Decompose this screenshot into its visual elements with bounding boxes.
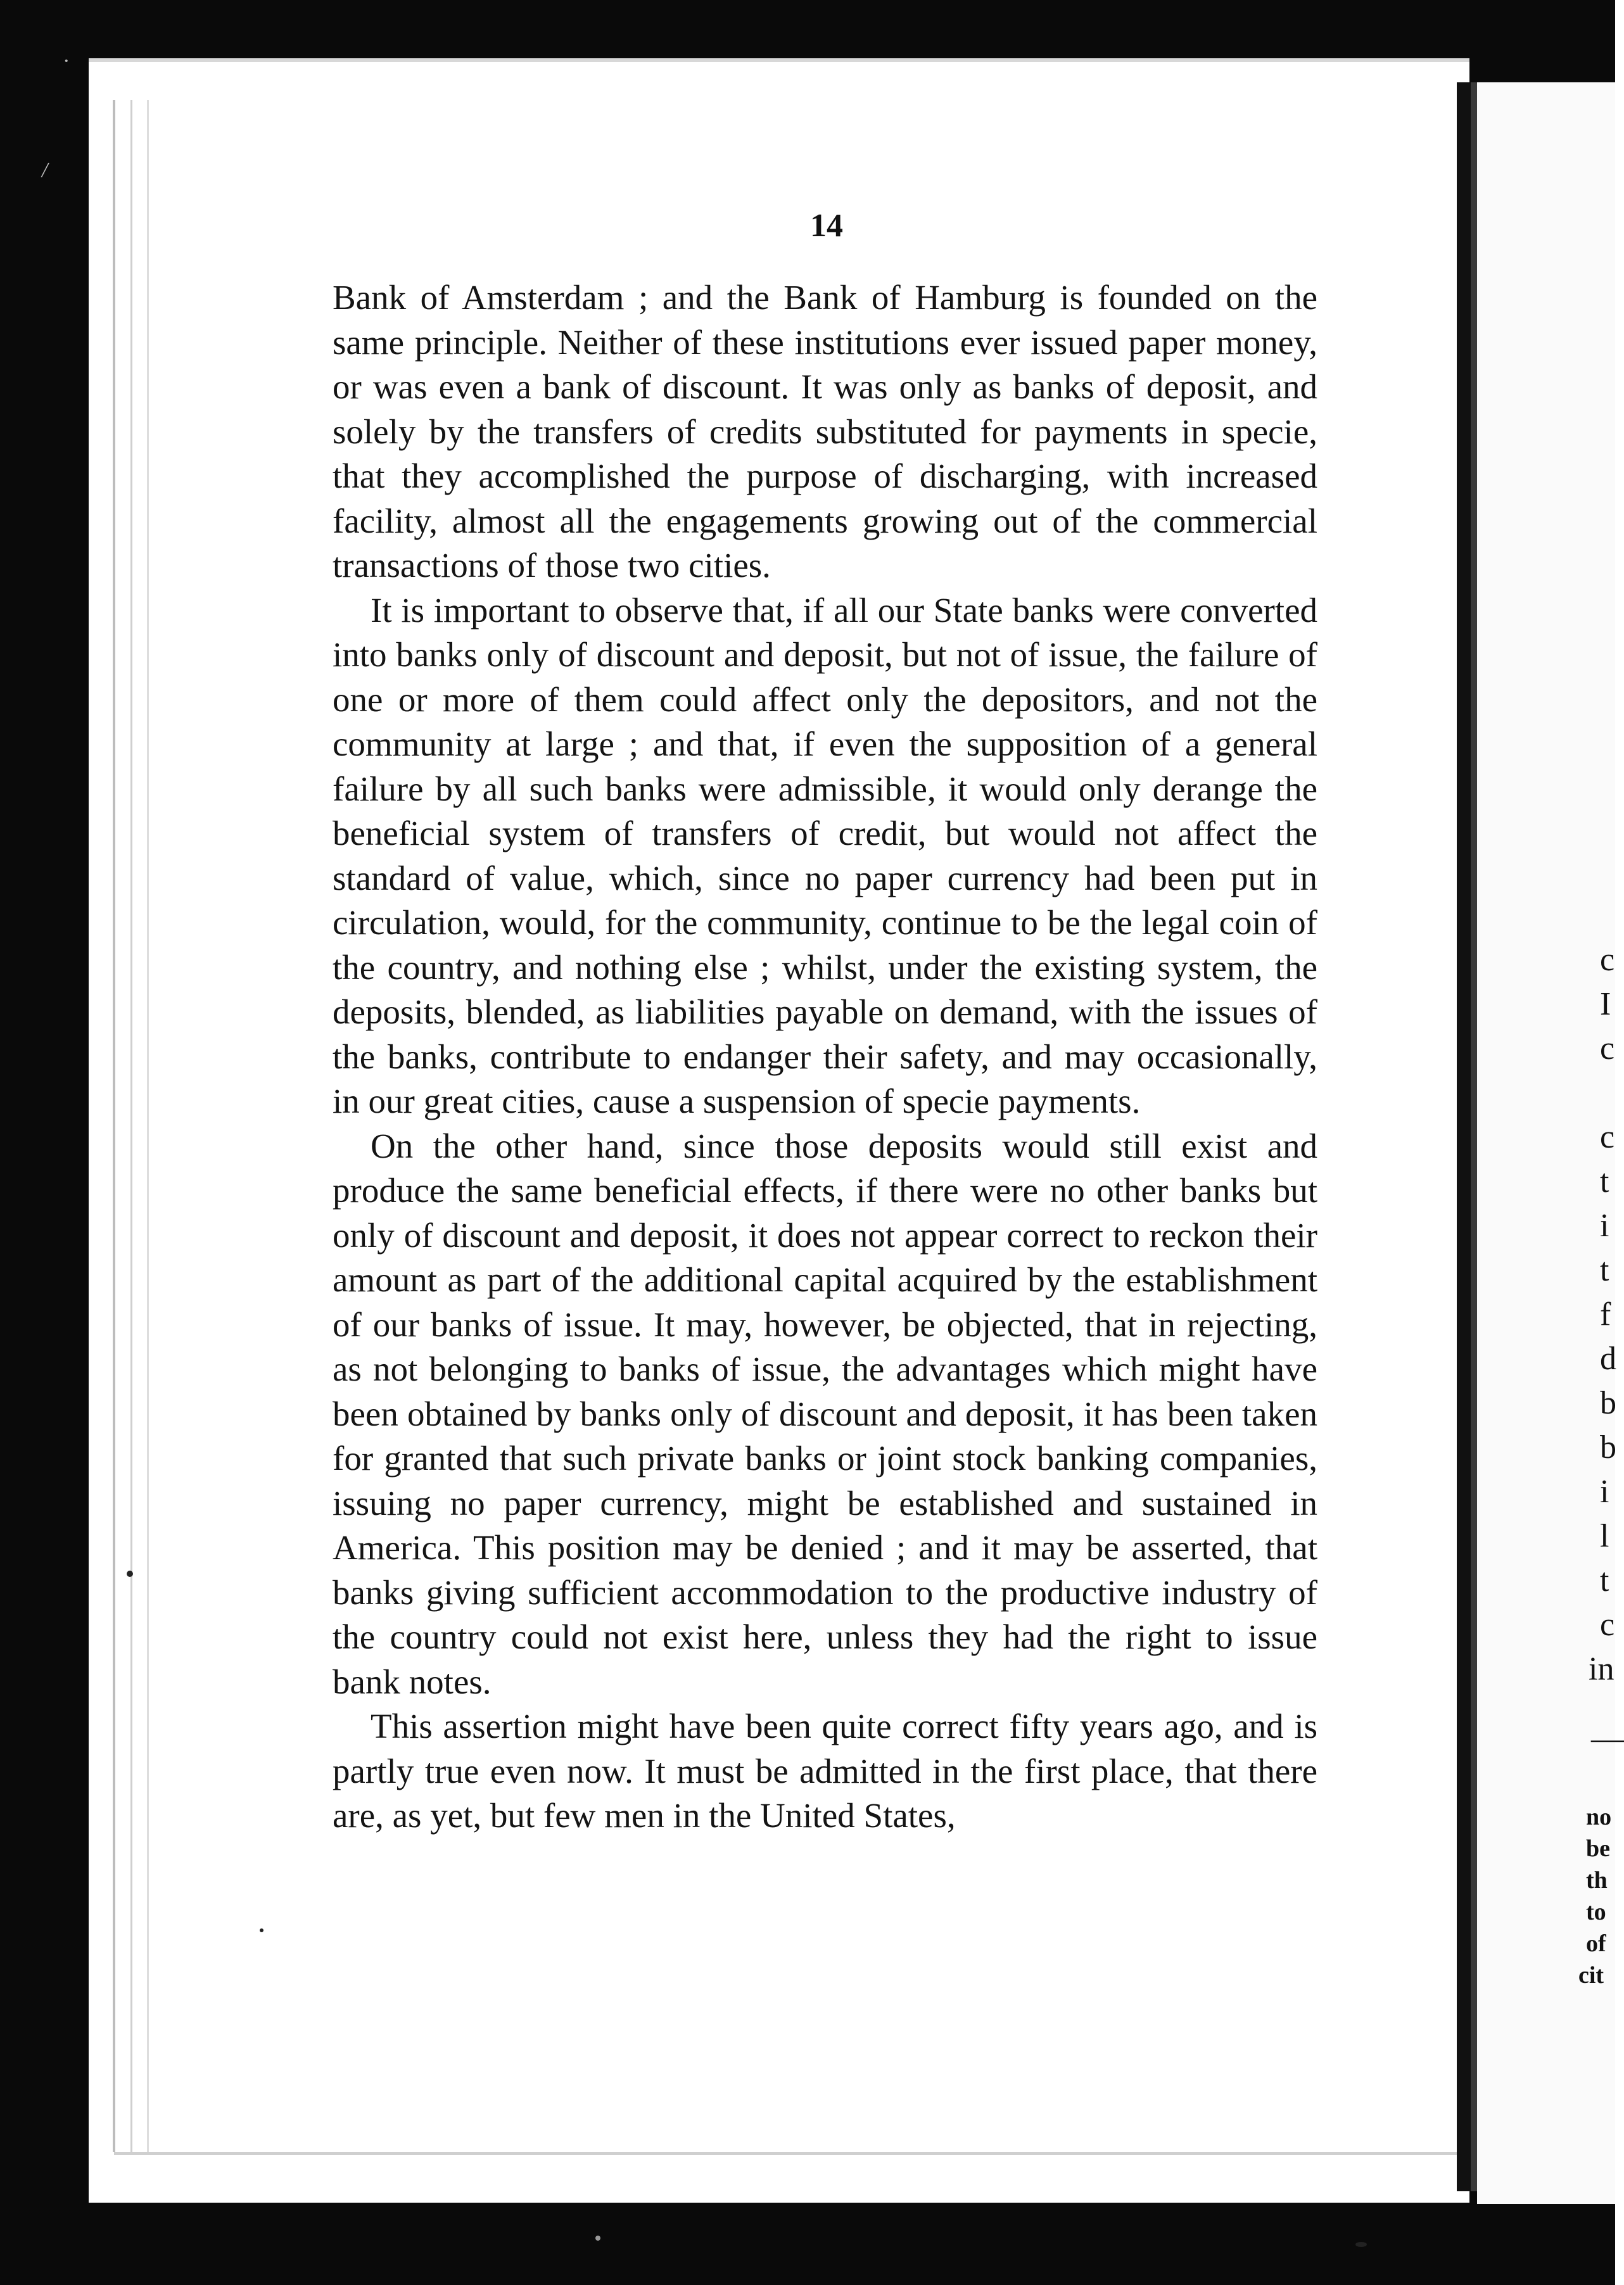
body-text (333, 275, 1317, 1839)
facing-page-fragment: c (1600, 1607, 1615, 1643)
page-bottom-edge (114, 2152, 1457, 2155)
facing-page-fragment: — (1591, 1721, 1624, 1757)
scan-speck (127, 1571, 133, 1577)
facing-page-fragment: no (1586, 1804, 1612, 1830)
page-edge (147, 100, 149, 2152)
facing-page-fragment: c (1600, 1119, 1615, 1155)
facing-page-fragment: t (1600, 1252, 1609, 1288)
facing-page-fragment: i (1600, 1208, 1609, 1244)
scan-speck (595, 2236, 600, 2241)
scan-mark: / (42, 158, 48, 182)
facing-page-fragment: be (1586, 1835, 1610, 1862)
page-number: 14 (810, 208, 843, 244)
paragraph: This assertion might have been quite correct fifty years ago, and is partly true even now. It must be admitted in the first place, that there are, as yet, but few men in the United States, (333, 1707, 1317, 1835)
facing-page-fragment: i (1600, 1474, 1609, 1510)
facing-page-fragment: th (1586, 1867, 1608, 1894)
facing-page-fragment: cit (1578, 1962, 1604, 1989)
facing-page-fragment: t (1600, 1163, 1609, 1199)
scan-speck (260, 1928, 263, 1932)
scan-mark: · (63, 49, 69, 73)
page-edge (130, 100, 132, 2152)
page-edge (113, 100, 115, 2152)
facing-page-fragment: b (1600, 1385, 1616, 1421)
paragraph: On the other hand, since those deposits would still exist and produce the same beneficial effects, if there were no other banks but only of discount and deposit, it does not appear correct to reckon their amount as part of the additional capital acquired by the establishment of our banks of issue. It may, however, be objected, that in rejecting, as not belonging to banks of issue, the advantages which might have been obtained by banks only of discount and deposit, it has been taken for granted that such private banks or joint stock banking companies, issuing no paper currency, might be established and sustained in America. This position may be denied ; and it may be asserted, that banks giving sufficient accommodation to the productive industry of the country could not exist here, unless they had the right to issue bank notes. (333, 1126, 1317, 1701)
facing-page-fragment: to (1586, 1899, 1606, 1925)
scan-speck (1355, 2242, 1367, 2247)
facing-page-fragment: f (1600, 1296, 1611, 1332)
gutter-shadow (1471, 82, 1477, 2191)
facing-page-fragment: t (1600, 1562, 1609, 1598)
facing-page (1477, 82, 1624, 2204)
facing-page-fragment: d (1600, 1341, 1616, 1377)
gutter-shadow (1457, 82, 1471, 2191)
facing-page-fragment: l (1600, 1518, 1609, 1554)
paragraph: It is important to observe that, if all our State banks were converted into banks only of discount and deposit, but not of issue, the failure of one or more of them could affect only the depositors, and not the community at large ; and that, if even the supposition of a general failure by all such banks were admissible, it would only derange the beneficial system of transfers of credit, but would not affect the standard of value, which, since no paper currency had been put in circulation, would, for the community, continue to be the legal coin of the country, and nothing else ; whilst, under the existing system, the deposits, blended, as liabilities payable on demand, with the issues of the banks, contribute to endanger their safety, and may occasionally, in our great cities, cause a suspension of specie payments. (333, 590, 1317, 1120)
facing-page-fragment: in (1589, 1651, 1614, 1687)
facing-page-fragment: b (1600, 1429, 1616, 1465)
facing-page-fragment: c (1600, 942, 1615, 978)
facing-page-fragment: of (1586, 1930, 1606, 1957)
facing-page-fragment: I (1600, 986, 1611, 1022)
facing-page-fragment: c (1600, 1030, 1615, 1067)
paragraph: Bank of Amsterdam ; and the Bank of Hamburg is founded on the same principle. Neither of these institutions ever issued paper money, or was even a bank of discount. It was only as banks of deposit, and solely by the transfers of credits substituted for payments in specie, that they accomplished the purpose of discharging, with increased facility, almost all the engagements growing out of the commercial transactions of those two cities. (333, 278, 1317, 585)
